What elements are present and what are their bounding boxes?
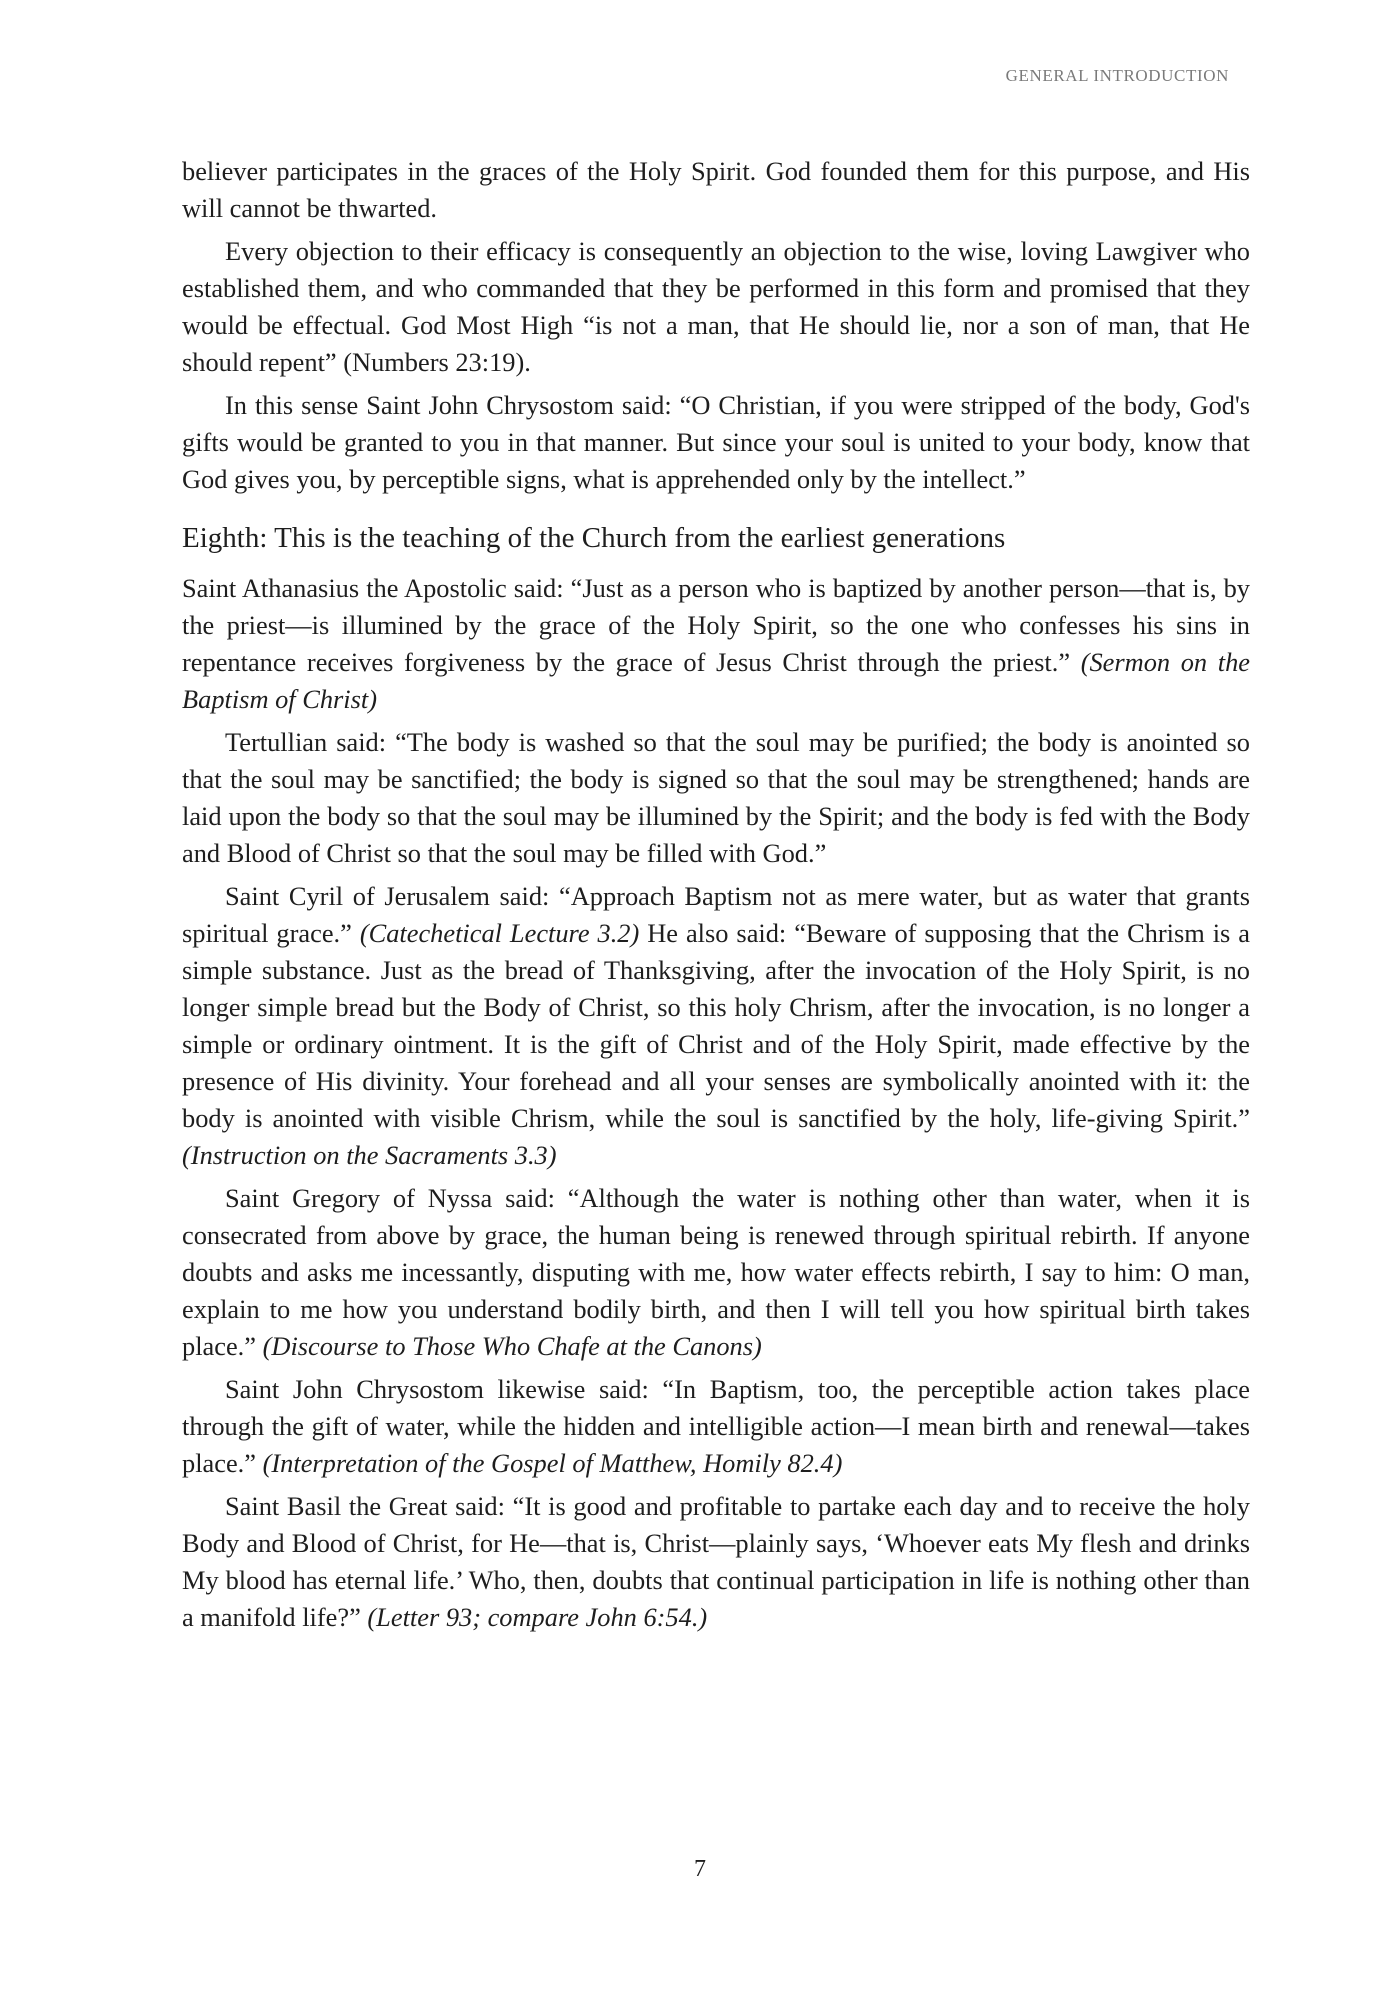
paragraph-cyril [182, 878, 1250, 1174]
paragraph-continued [182, 153, 1250, 227]
section-heading: Eighth: This is the teaching of the Church from the earliest generations [182, 522, 1006, 554]
citation: (Catechetical Lecture 3.2) [359, 918, 640, 948]
paragraph-chrysostom-quote [182, 387, 1250, 498]
paragraph-text: Saint Athanasius the Apostolic said: “Just as a person who is baptized by another person—that is, by the priest—is illumined by the grace of the Holy Spirit, so the one who confesses his sins in repentance receives forgiveness by the grace of Jesus Christ through the priest.” [182, 573, 1250, 677]
paragraph-athanasius [182, 570, 1250, 718]
paragraph-text-continued: He also said: “Beware of supposing that the Chrism is a simple substance. Just as the bread of Thanksgiving, after the invocation of the Holy Spirit, is no longer simple bread but the Body of Christ, so this holy Chrism, after the invocation, is no longer a simple or ordinary ointment. It is the gift of Christ and of the Holy Spirit, made effective by the presence of His divinity. Your forehead and all your senses are symbolically anointed with it: the body is anointed with visible Chrism, while the soul is sanctified by the holy, life-giving Spirit.” [182, 918, 1250, 1133]
paragraph-text: In this sense Saint John Chrysostom said: “O Christian, if you were stripped of the body, God's gifts would be granted to you in that manner. But since your soul is united to your body, know that God gives you, by perceptible signs, what is apprehended only by the intellect.” [182, 390, 1250, 494]
paragraph-basil [182, 1488, 1250, 1636]
paragraph-lawgiver [182, 233, 1250, 381]
paragraph-text: Saint Cyril of Jerusalem said: “Approach Baptism not as mere water, but as water that grants spiritual grace.” [182, 881, 1250, 948]
paragraph-text: Saint Gregory of Nyssa said: “Although the water is nothing other than water, when it is consecrated from above by grace, the human being is renewed through spiritual rebirth. If anyone doubts and asks me incessantly, disputing with me, how water effects rebirth, I say to him: O man, explain to me how you understand bodily birth, and then I will tell you how spiritual birth takes place.” [182, 1183, 1250, 1361]
paragraph-text: Saint Basil the Great said: “It is good and profitable to partake each day and to receive the holy Body and Blood of Christ, for He—that is, Christ—plainly says, ‘Whoever eats My flesh and drinks My blood has eternal life.’ Who, then, doubts that continual participation in life is nothing other than a manifold life?” [182, 1491, 1250, 1632]
paragraph-text: Every objection to their efficacy is consequently an objection to the wise, loving Lawgiver who established them, and who commanded that they be performed in this form and promised that they would be effectual. God Most High “is not a man, that He should lie, nor a son of man, that He should repent” (Numbers 23:19). [182, 236, 1250, 377]
page-number: 7 [694, 1856, 706, 1882]
citation: (Interpretation of the Gospel of Matthew, Homily 82.4) [262, 1448, 843, 1478]
citation: (Discourse to Those Who Chafe at the Canons) [262, 1331, 762, 1361]
paragraph-gregory [182, 1180, 1250, 1365]
running-head: GENERAL INTRODUCTION [1005, 66, 1229, 85]
paragraph-text: Tertullian said: “The body is washed so that the soul may be purified; the body is anointed so that the soul may be sanctified; the body is signed so that the soul may be strengthened; hands are laid upon the body so that the soul may be illumined by the Spirit; and the body is fed with the Body and Blood of Christ so that the soul may be filled with God.” [182, 727, 1250, 868]
paragraph-text: Saint John Chrysostom likewise said: “In Baptism, too, the perceptible action takes place through the gift of water, while the hidden and intelligible action—I mean birth and renewal—takes place.” [182, 1374, 1250, 1478]
citation: (Sermon on the Baptism of Christ) [182, 647, 1250, 714]
citation: (Letter 93; compare John 6:54.) [367, 1602, 708, 1632]
citation: (Instruction on the Sacraments 3.3) [182, 1140, 557, 1170]
paragraph-tertullian [182, 724, 1250, 872]
paragraph-chrysostom-baptism [182, 1371, 1250, 1482]
page-body [182, 153, 1250, 1642]
paragraph-text: believer participates in the graces of the Holy Spirit. God founded them for this purpose, and His will cannot be thwarted. [182, 156, 1250, 223]
